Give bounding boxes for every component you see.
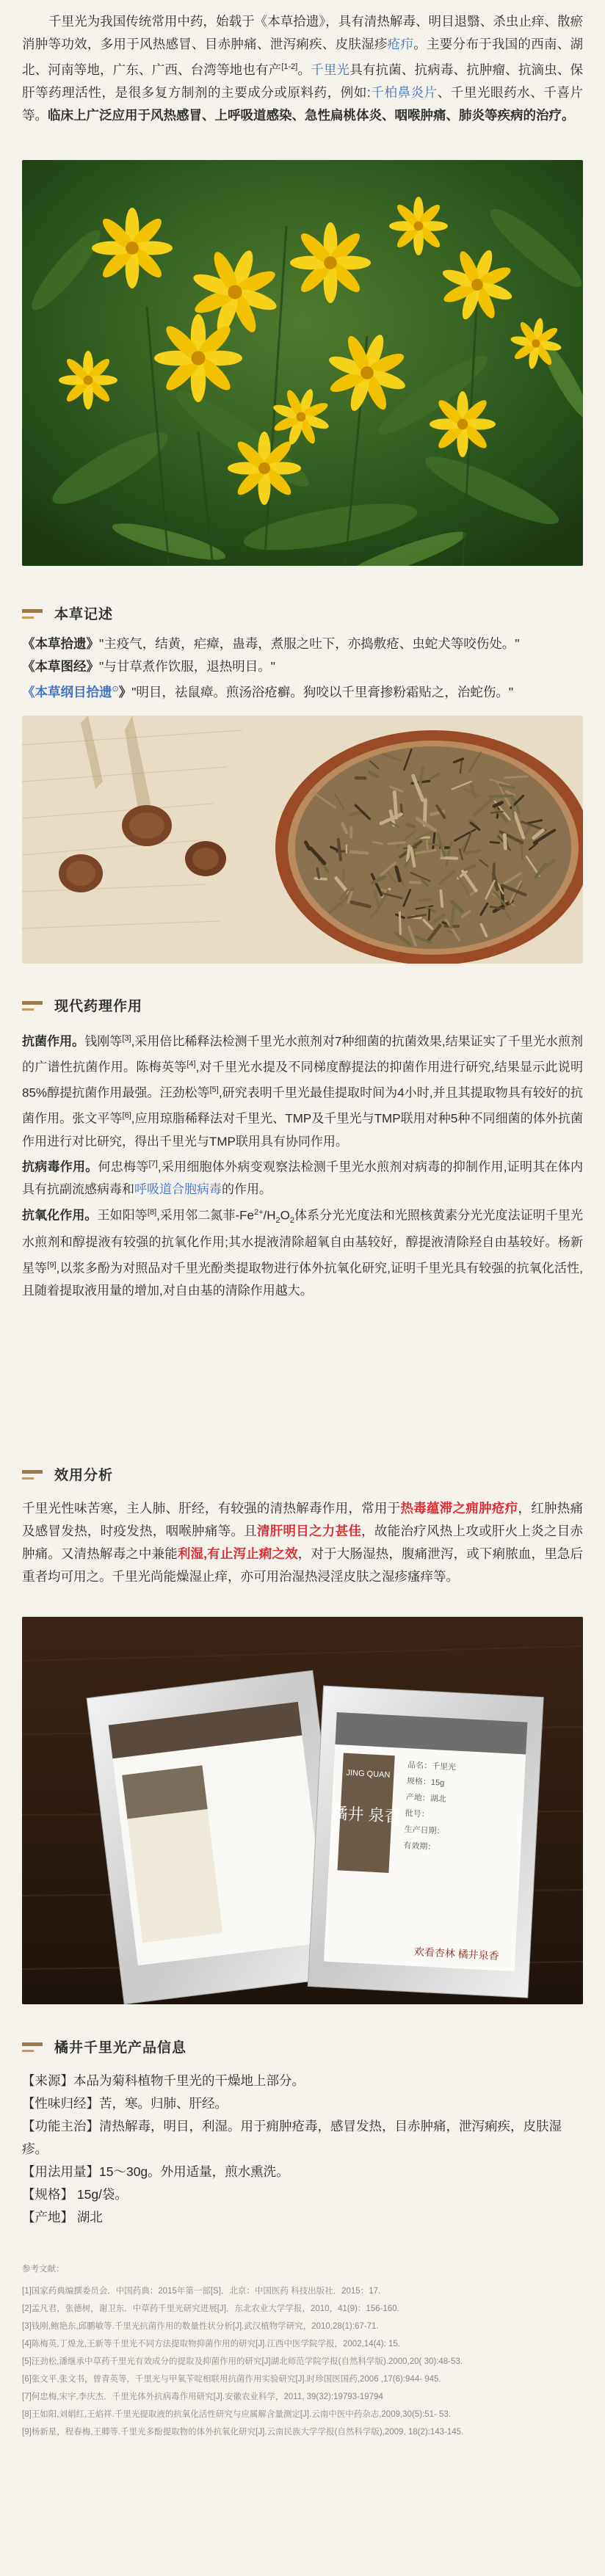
reference-item: [8]王如阳,刘娟红,王焰祥.千里光提取液的抗氧化活性研究与应属解含量测定[J].云南中医中药杂志,2009,30(5):51- 53.	[22, 2410, 452, 2419]
product-usage	[22, 2161, 583, 2183]
package-label-line: 产地：湖北	[405, 1793, 447, 1804]
reference-item: [1]国家药典编撰委员会．中国药典：2015年第一部[S]．北京：中国医药 科技出版社．2015：17.	[22, 2287, 381, 2296]
intro-bold-tail: 临床上广泛应用于风热感冒、上呼吸道感染、急性扁桃体炎、咽喉肿痛、肺炎等疾病的治疗。	[48, 107, 575, 123]
reference-item: [6]张文平,张文书，曾青英等，千里光与甲氧苄啶相联用抗菌作用实验研究[J].时珍国医国药,2006 ,17(6):944- 945.	[22, 2375, 441, 2384]
pharma-label: 抗病毒作用。	[22, 1160, 98, 1174]
ref-9[interactable]: [9]	[47, 1260, 57, 1270]
info-label: 【性味归经】	[22, 2096, 99, 2111]
record-quote: "与甘草煮作饮服，退热明目。"	[99, 659, 275, 674]
ref-5[interactable]: [5]	[209, 1085, 219, 1095]
flower	[59, 351, 117, 410]
package-right	[308, 1686, 543, 1998]
title-ornament	[22, 1470, 43, 1474]
ref-4[interactable]: [4]	[186, 1060, 196, 1069]
link-marker-icon[interactable]: ⊙	[112, 685, 119, 694]
intro-text-1: 千里光为我国传统常用中药，始载于《本草拾遗》，具有清热解毒、明目退翳、杀虫止痒、散瘀消肿等功效，多用于风热感冒、目赤肿痛、泄泻痢疾、皮肤湿疹	[22, 14, 583, 51]
pharma-block	[22, 1027, 583, 1302]
efficacy-text: ，故能治疗风热上攻或肝火上炎之目赤肿痛。又清热解毒之中兼能	[22, 1524, 584, 1561]
title-ornament	[22, 609, 43, 613]
flower	[430, 391, 496, 457]
brand-en: JING QUAN	[346, 1768, 391, 1780]
info-value: 本品为菊科植物千里光的干燥地上部分。	[73, 2073, 305, 2088]
package-label-line: 有效期：	[403, 1841, 436, 1852]
reference-item: [2]孟凡君，张德树，谢卫东．中草药千里光研究进展[J]．东北农业大学学报，2010，41(9)：156-160.	[22, 2304, 399, 2313]
pharma-text: 王如阳等	[97, 1208, 148, 1223]
references-title: 参考文献：	[22, 2265, 65, 2274]
pharma-text: ,采用邻二氮菲-Fe	[156, 1208, 254, 1223]
info-value: 15～30g。外用适量，煎水熏洗。	[99, 2164, 289, 2179]
efficacy-text: 千里光性味苦寒，主人肺、肝经，有较强的清热解毒作用，常用于	[22, 1501, 401, 1516]
pharma-text: ,应用琼脂稀释法对千里光、TMP及千里光与TMP联用对种5种不同细菌的体外抗菌作用进行对比研究，得出千里光与TMP联用具有协同作用。	[22, 1112, 584, 1149]
section-title-records	[22, 596, 583, 637]
section-title-text: 橘井千里光产品信息	[54, 2040, 187, 2056]
reference-item: [3]钱刚,鲍艳东,邱鹏敏等.千里光抗菌作用的数量性状分析[J].武汉植物学研究，2010,28(1):67-71.	[22, 2322, 379, 2331]
info-value: 清热解毒，明目，利湿。用于痈肿疮毒，感冒发热，目赤肿痛，泄泻痢疾，皮肤湿疹。	[22, 2119, 562, 2156]
brand-cn: 橘井 泉香	[330, 1803, 402, 1826]
title-ornament	[22, 2042, 43, 2046]
pharma-text: 体系分光光度法和光照核黄素分光光度法证明千里光水煎剂和醇提液有较强的抗氧化作用;其水提液清除超氧自由基较好，醇提液清除羟自由基较好。杨新星等	[22, 1208, 584, 1276]
info-value: 15g/袋。	[73, 2187, 128, 2202]
efficacy-highlight: 清肝明目之力甚佳	[256, 1524, 362, 1538]
intro-text-4: 具有抗菌、抗病毒、抗肿瘤、抗滴虫、保肝等药理活性，是很多复方制剂的主要成分或原料药，例如:	[22, 62, 584, 100]
title-ornament-small	[22, 616, 34, 619]
dried-herb-illustration	[22, 716, 583, 964]
intro-text-5: 、千里光眼药水、千喜片等。	[22, 84, 583, 123]
link-qianliguang[interactable]: 千里光	[311, 62, 350, 77]
section-title-pharma	[22, 988, 583, 1029]
info-label: 【功能主治】	[22, 2119, 99, 2133]
record-quote: "明目，祛鼠瘴。煎汤浴疮癣。狗咬以千里膏掺粉霜贴之，治蛇伤。"	[131, 684, 514, 699]
section-title-product	[22, 2029, 583, 2070]
ref-3[interactable]: [3]	[122, 1034, 131, 1043]
reference-item: [9]杨新星，程春梅,王卿等.千里光多酚提取物的体外抗氧化研究[J].云南民族大学学报(自然科学版),2009, 18(2):143-145.	[22, 2428, 464, 2437]
pharma-antibacterial	[22, 1027, 583, 1153]
product-nature	[22, 2092, 583, 2115]
package-footer: 欢看杏林 橘井泉香	[413, 1945, 500, 1962]
subscript: 2	[289, 1215, 294, 1225]
pharma-text: 钱刚等	[84, 1034, 123, 1049]
section-title-text: 效用分析	[54, 1468, 114, 1483]
record-book-title: 《本草拾遗》	[22, 636, 99, 651]
ref-8[interactable]: [8]	[147, 1207, 157, 1217]
info-label: 【规格】	[22, 2187, 73, 2202]
superscript: 2+	[253, 1207, 264, 1217]
reference-item: [7]何忠梅,宋宇,李庆杰．千里光体外抗病毒作用研究[J].安徽农业科学，2011, 39(32):19793-19794	[22, 2393, 383, 2401]
reference-item: [4]陈梅英,丁煌龙,王新等千里光不同方法提取物抑菌作用的研究[J].江西中医学院学报，2002,14(4): 15.	[22, 2340, 401, 2348]
product-source	[22, 2070, 583, 2092]
package-label-line: 规格：15g	[406, 1777, 445, 1788]
intro-text-2: 。主要分布于我国的西南、湖北、河南等地，广东、广西、台湾等地也有产	[22, 37, 584, 77]
product-info	[22, 2070, 583, 2229]
link-rsv[interactable]: 呼吸道合胞病毒	[134, 1182, 222, 1197]
pharma-label: 抗氧化作用。	[22, 1208, 98, 1223]
link-qianbai-biyan[interactable]: 千柏鼻炎片	[370, 84, 438, 100]
pharma-antioxidant	[22, 1201, 583, 1303]
package-label-line: 生产日期：	[404, 1825, 445, 1836]
pharma-text: ,研究表明千里光最佳提取时间为4小时,并且其提取物具有较好的抗菌作用。张文平等	[22, 1085, 583, 1127]
product-package-photo	[22, 1617, 583, 2004]
pharma-text: O	[280, 1208, 290, 1223]
pharma-text: ,以浆多酚为对照品对千里光酚类提取物进行体外抗氧化研究,证明千里光具有较强的抗氧化活性,且随着提取液用量的增加,对自由基的清除作用越大。	[22, 1261, 583, 1298]
package-label-line: 批号：	[405, 1809, 430, 1819]
reference-item: [5]汪劲松,潘继承中草药千里光有效成分的提取及抑菌作用的研究[J]湖北师范学院学报(自然科学版).2000,20( 30):48-53.	[22, 2357, 463, 2366]
flower-illustration	[22, 160, 583, 566]
title-ornament-small	[22, 1477, 34, 1480]
info-value: 湖北	[73, 2210, 103, 2224]
section-title-text: 本草记述	[54, 607, 114, 622]
info-value: 苦，寒。归肺、肝经。	[99, 2096, 228, 2111]
efficacy-highlight: 利湿,有止泻止痢之效	[177, 1546, 298, 1561]
section-title-text: 现代药理作用	[54, 999, 143, 1014]
ref-6[interactable]: [6]	[122, 1111, 131, 1121]
pharma-text: ,对千里光水提及不同梯度醇提法的抑菌作用进行研究,结果显示此说明85%醇提抗菌作用最强。汪劲松等	[22, 1060, 583, 1100]
reference-list	[22, 2282, 583, 2441]
intro-text-3: 。	[297, 62, 311, 77]
link-eczema[interactable]: 疮疖	[387, 37, 414, 51]
title-ornament	[22, 1001, 43, 1005]
product-spec	[22, 2183, 583, 2206]
record-item	[22, 655, 583, 678]
record-item	[22, 678, 583, 704]
product-package-illustration	[22, 1617, 583, 2004]
pharma-label: 抗菌作用。	[22, 1034, 85, 1049]
flower-photo	[22, 160, 583, 566]
product-origin	[22, 2206, 583, 2229]
flower	[154, 314, 242, 402]
efficacy-paragraph	[22, 1497, 583, 1588]
pharma-text: 何忠梅等	[98, 1160, 149, 1174]
record-book-title-link[interactable]: 《本草纲目拾遗	[22, 684, 112, 699]
record-quote: "主疫气，结黄，疟瘴，蛊毒，煮服之吐下，亦捣敷疮、虫蛇犬等咬伤处。"	[99, 636, 520, 651]
info-label: 【产地】	[22, 2210, 73, 2224]
records-block	[22, 633, 583, 704]
references	[22, 2260, 583, 2441]
product-function	[22, 2115, 583, 2161]
efficacy-highlight: 热毒蕴滞之痈肿疮疖	[400, 1501, 518, 1516]
herb-bowl	[275, 730, 583, 964]
flower	[290, 222, 371, 303]
pharma-text: ,采用倍比稀释法检测千里光水煎剂对7种细菌的抗菌效果,结果证实了千里光水煎剂的广谱性抗菌作用。陈梅英等	[22, 1034, 584, 1074]
ref-7[interactable]: [7]	[148, 1160, 158, 1169]
record-book-title: 《本草图经》	[22, 659, 99, 674]
info-label: 【来源】	[22, 2073, 73, 2088]
package-label-line: 品名：千里光	[407, 1761, 457, 1772]
pharma-text: /H	[263, 1208, 276, 1223]
info-label: 【用法用量】	[22, 2164, 99, 2179]
efficacy-text: ，对于大肠湿热，腹痛泄泻，或下痢脓血，里急后重者均可用之。千里光尚能燥湿止痒，亦可用治湿热浸淫皮肤之湿疹瘙痒等。	[22, 1546, 583, 1584]
flower	[389, 197, 448, 255]
efficacy-text: ，红肿热痛及感冒发热，时疫发热，咽喉肿痛等。且	[22, 1501, 584, 1538]
intro-paragraph	[22, 10, 583, 127]
record-item	[22, 633, 583, 655]
pharma-text: ,采用细胞体外病变观察法检测千里光水煎剂对病毒的抑制作用,证明其在体内具有抗副流感病毒和	[22, 1160, 583, 1197]
subscript: 2	[275, 1215, 280, 1225]
title-ornament-small	[22, 1008, 34, 1011]
flower	[92, 208, 173, 288]
ref-1-2[interactable]: [1-2]	[281, 62, 298, 71]
title-ornament-small	[22, 2050, 34, 2052]
pharma-text: 的作用。	[222, 1182, 272, 1197]
pharma-antiviral	[22, 1153, 583, 1201]
section-title-efficacy	[22, 1457, 583, 1498]
dried-herb-photo	[22, 716, 583, 964]
record-book-title-close: 》	[118, 684, 132, 699]
